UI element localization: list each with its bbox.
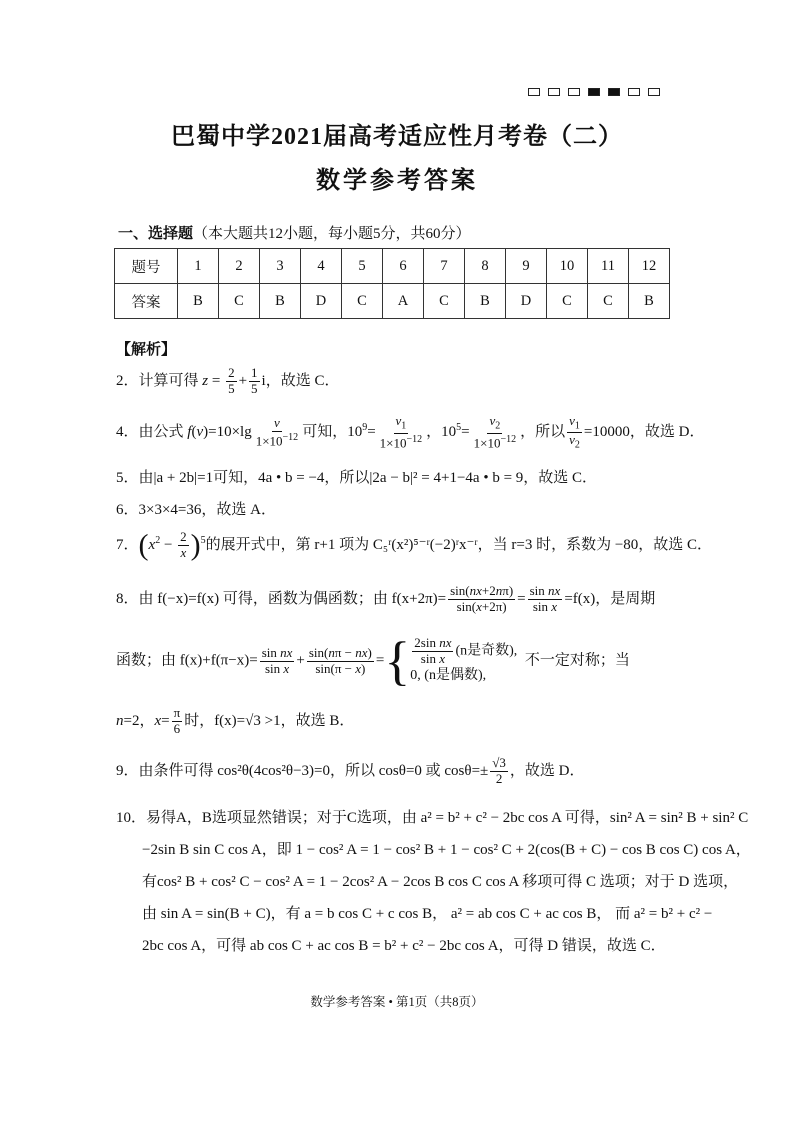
solution-text: 函数；由 f(x)+f(π−x)= xyxy=(116,652,258,669)
table-cell: B xyxy=(178,284,219,319)
table-cell: 12 xyxy=(629,249,670,284)
solution-10-line-3: 有cos² B + cos² C − cos² A = 1 − 2cos² A − 2cos B cos C cos A 移项可得 C 选项；对于 D 选项， xyxy=(142,874,739,890)
solution-8-line-3: n=2，x= $\frac{\pi}{6}$ 时，f(x)=√3 >1，故选 B． xyxy=(116,705,355,736)
solution-text: 2．计算可得 xyxy=(116,372,203,389)
table-cell: 7 xyxy=(424,249,465,284)
fraction: $\frac{√3}{2}$ xyxy=(492,755,506,786)
section-heading xyxy=(118,222,471,243)
section-title: 一、选择题 xyxy=(118,224,194,242)
solution-text: =10000，故选 D． xyxy=(583,424,705,441)
table-cell: 1 xyxy=(178,249,219,284)
fraction: $\frac{1}{5}$ xyxy=(251,365,258,396)
solution-10-line-4: 由 sin A = sin(B + C)，有 a = b cos C + c cos B， a² = ab cos C + ac cos B， 而 a² = b² + c² − xyxy=(142,906,713,922)
section-note: （本大题共12小题，每小题5分，共60分） xyxy=(193,226,471,242)
solution-text: 4．由公式 xyxy=(116,424,188,441)
marker-box xyxy=(548,88,560,96)
row-header: 答案 xyxy=(115,284,178,319)
solution-10-line-1: 10．易得A，B选项显然错误；对于C选项，由 a² = b² + c² − 2bc cos A 可得，sin² A = sin² B + sin² C xyxy=(116,810,749,826)
table-cell: C xyxy=(547,284,588,319)
answer-table xyxy=(114,248,670,319)
solution-7: 7．($x^2$ − $\frac{2}{x}$ )$^5$的展开式中，第 r+1 项为 C₅ʳ(x²)⁵⁻ʳ(−2)ʳx⁻ʳ，当 r=3 时，系数为 −80，故选 C． xyxy=(116,528,713,562)
fraction: $\frac{\text{sin nx}}{\text{sin x}}$ xyxy=(261,644,293,676)
page-footer: 数学参考答案 • 第1页（共8页） xyxy=(310,995,484,1009)
solution-4: 4．由公式 f(v)=10×lg $\frac{v}{1\times 10^{-12}}$ 可知，$10^9=$ $\frac{v_1}{1\times 10^{-12}}$ ，$10^5=$ $\frac{v_2}{1\times 10^{-12}}$ ，所以 $\frac{v_1}{v_2}$ =10000，故选 D． xyxy=(116,413,705,451)
table-cell: C xyxy=(219,284,260,319)
solution-text: 9．由条件可得 cos²θ(4cos²θ−3)=0，所以 cosθ=0 或 cosθ=± xyxy=(116,762,489,779)
table-cell: C xyxy=(424,284,465,319)
table-cell: 5 xyxy=(342,249,383,284)
solution-6: 6．3×3×4=36，故选 A． xyxy=(116,502,276,518)
fraction: $\frac{v_1}{1\times 10^{-12}}$ xyxy=(379,413,423,450)
solution-text: 的展开式中，第 r+1 项为 C₅ʳ(x²)⁵⁻ʳ(−2)ʳx⁻ʳ，当 r=3 时，系数为 −80，故选 C． xyxy=(205,536,713,553)
fraction: $\frac{v_1}{v_2}$ xyxy=(569,413,580,451)
marker-box xyxy=(568,88,580,96)
fraction: $\frac{\text{sin nx}}{\text{sin x}}$ xyxy=(529,583,561,614)
fraction: $\frac{v_2}{1\times 10^{-12}}$ xyxy=(473,413,517,450)
marker-box xyxy=(628,88,640,96)
table-cell: 11 xyxy=(588,249,629,284)
solution-10-line-2: −2sin B sin C cos A，即 1 − cos² A = 1 − cos² B + 1 − cos² C + 2(cos(B + C) − cos B cos C) cos A， xyxy=(142,842,751,858)
table-cell: B xyxy=(629,284,670,319)
marker-box-filled xyxy=(608,88,620,96)
solution-10-line-5: 2bc cos A，可得 ab cos C + ac cos B = b² + c² − 2bc cos A，可得 D 错误，故选 C． xyxy=(142,938,666,954)
solution-8-line-2: 函数；由 f(x)+f(π−x)= $\frac{\text{sin nx}}{\text{sin x}}$ + $\frac{\sin(n\pi - nx)}{\sin(\pi - x)}$ ={ $\frac{\text{2sin nx}}{\text{sin x}}$ (n是奇数), 0, (n是偶数), 不一定对称；当 xyxy=(116,631,630,691)
fraction: $\frac{\text{2sin nx}}{\text{sin x}}$ xyxy=(414,635,452,667)
marker-box xyxy=(648,88,660,96)
solution-5: 5．由|a + 2b|=1可知，4a • b = −4，所以|2a − b|² = 4+1−4a • b = 9，故选 C． xyxy=(116,470,598,486)
analysis-heading: 【解析】 xyxy=(116,340,177,358)
table-row xyxy=(115,284,670,319)
table-cell: C xyxy=(342,284,383,319)
solution-text: 时，f(x)=√3 >1，故选 B． xyxy=(184,712,355,729)
table-row xyxy=(115,249,670,284)
fraction: $\frac{\sin(nx+2n\pi)}{\sin(x+2\pi)}$ xyxy=(450,583,514,614)
fraction: $\frac{\sin(n\pi - nx)}{\sin(\pi - x)}$ xyxy=(308,644,372,676)
fraction: $\frac{2}{5}$ xyxy=(228,365,235,396)
solution-text: ，故选 D． xyxy=(509,762,585,779)
solution-text: ，所以 xyxy=(520,424,566,441)
case-text: 0, (n是偶数), xyxy=(410,668,487,684)
solution-text: 可知， xyxy=(302,424,348,441)
solution-8-line-1: 8．由 f(−x)=f(x) 可得，函数为偶函数；由 f(x+2π)= $\frac{\sin(nx+2n\pi)}{\sin(x+2\pi)}$ = $\frac{\text{sin nx}}{\text{sin x}}$ =f(x)，是周期 xyxy=(116,583,656,614)
fraction: $\frac{\pi}{6}$ xyxy=(173,705,181,736)
table-cell: 2 xyxy=(219,249,260,284)
table-cell: 8 xyxy=(465,249,506,284)
page-subtitle: 数学参考答案 xyxy=(316,168,478,194)
table-cell: 10 xyxy=(547,249,588,284)
table-cell: A xyxy=(383,284,424,319)
table-cell: 6 xyxy=(383,249,424,284)
fraction: $\frac{2}{x}$ xyxy=(180,529,187,560)
page-title: 巴蜀中学2021届高考适应性月考卷（二） xyxy=(171,124,623,150)
solution-text: 不一定对称；当 xyxy=(524,652,630,669)
page-marker-boxes xyxy=(528,88,660,96)
solution-text: 8．由 f(−x)=f(x) 可得，函数为偶函数；由 f(x+2π)= xyxy=(116,590,447,607)
table-cell: 3 xyxy=(260,249,301,284)
marker-box-filled xyxy=(588,88,600,96)
solution-9 xyxy=(116,756,585,787)
row-header: 题号 xyxy=(115,249,178,284)
piecewise-cases xyxy=(410,636,517,685)
table-cell: 9 xyxy=(506,249,547,284)
solution-text: =f(x)，是周期 xyxy=(564,590,656,607)
solution-text: ，故选 C． xyxy=(265,372,340,389)
solution-2: 2．计算可得 z = $\frac{2}{5}$ + $\frac{1}{5}$ i，故选 C． xyxy=(116,365,340,396)
fraction: $\frac{v}{1\times 10^{-12}}$ xyxy=(255,415,299,449)
table-cell: D xyxy=(301,284,342,319)
table-cell: C xyxy=(588,284,629,319)
table-cell: B xyxy=(465,284,506,319)
table-cell: B xyxy=(260,284,301,319)
table-cell: 4 xyxy=(301,249,342,284)
marker-box xyxy=(528,88,540,96)
table-cell: D xyxy=(506,284,547,319)
case-text: (n是奇数), xyxy=(455,644,518,660)
solution-text: ， xyxy=(426,424,442,441)
